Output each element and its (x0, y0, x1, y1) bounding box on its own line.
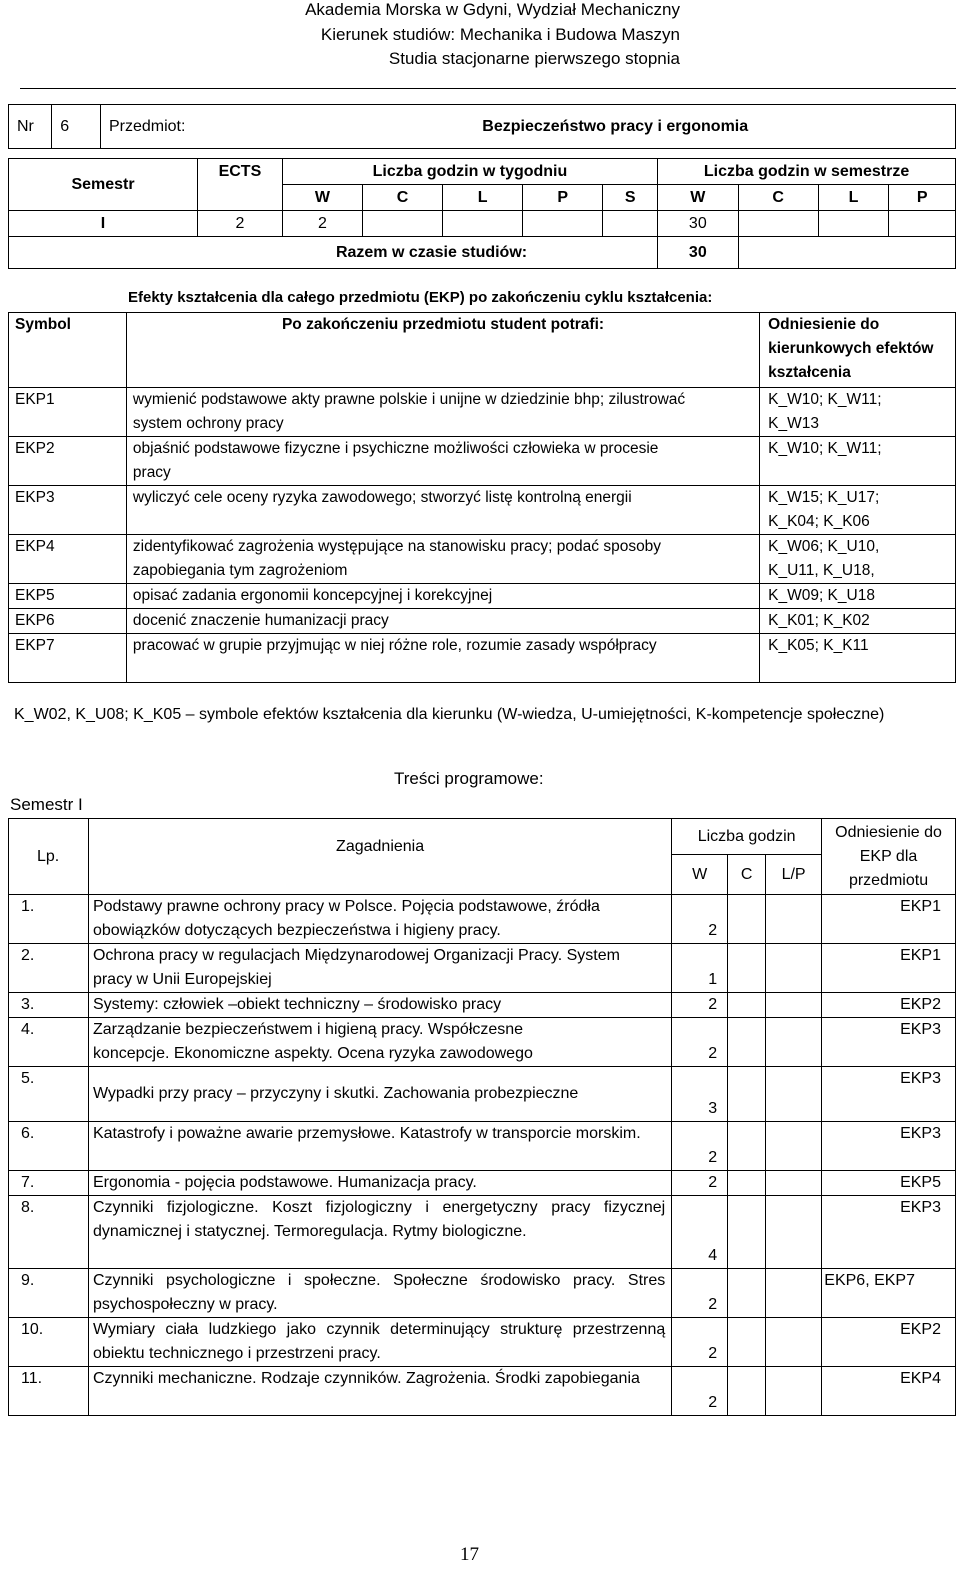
col-semester-l: L (818, 185, 888, 211)
semester-w-value: 30 (658, 211, 738, 237)
page-number: 17 (460, 1544, 479, 1565)
col-hours-c: C (728, 855, 766, 895)
outcome-desc: opisać zadania ergonomii koncepcyjnej i korekcyjnej (126, 584, 759, 609)
outcome-desc: wymienić podstawowe akty prawne polskie i unijne w dziedzinie bhp; zilustrować system ochrony pracy (126, 388, 759, 437)
program-hours-w: 2 (672, 1171, 728, 1196)
outcome-ref: K_W09; K_U18 (760, 584, 956, 609)
outcome-symbol: EKP4 (9, 535, 127, 584)
program-table (8, 818, 956, 1416)
outcome-ref: K_W10; K_W11; K_W13 (760, 388, 956, 437)
col-topics: Zagadnienia (88, 819, 671, 895)
program-ekp: EKP6, EKP7 (822, 1269, 956, 1318)
col-weekly-p: P (523, 185, 603, 211)
program-topic: Systemy: człowiek –obiekt techniczny – środowisko pracy (88, 993, 671, 1018)
program-row (9, 1318, 956, 1367)
outcome-row (9, 437, 956, 486)
nr-label: Nr (9, 105, 52, 149)
program-hours-w: 2 (672, 1122, 728, 1171)
program-topic: Podstawy prawne ochrony pracy w Polsce. Pojęcia podstawowe, źródła obowiązków dotyczących bezpieczeństwa i higieny pracy. (88, 895, 671, 944)
program-lp: 1. (9, 895, 89, 944)
ects-header: ECTS (198, 159, 283, 185)
program-row (9, 1122, 956, 1171)
col-hours-lp: L/P (766, 855, 822, 895)
outcome-row (9, 609, 956, 634)
col-lp: Lp. (9, 819, 89, 895)
col-ekp-ref: Odniesienie do EKP dla przedmiotu (822, 819, 956, 895)
program-row (9, 944, 956, 993)
program-title: Treści programowe: (394, 769, 544, 788)
header-divider (20, 88, 956, 89)
nr-value: 6 (52, 105, 101, 149)
program-lp: 11. (9, 1367, 89, 1416)
outcome-symbol: EKP3 (9, 486, 127, 535)
program-hours-w: 3 (672, 1067, 728, 1122)
program-ekp: EKP2 (822, 993, 956, 1018)
program-lp: 6. (9, 1122, 89, 1171)
outcome-row (9, 634, 956, 683)
col-semester-p: P (889, 185, 956, 211)
outcome-row (9, 486, 956, 535)
header-line-field: Kierunek studiów: Mechanika i Budowa Maszyn (320, 24, 680, 44)
col-hours: Liczba godzin (672, 819, 822, 855)
col-semester-w: W (658, 185, 738, 211)
outcome-symbol: EKP2 (9, 437, 127, 486)
semester-hours-header: Liczba godzin w semestrze (658, 159, 956, 185)
program-row (9, 1018, 956, 1067)
outcome-row (9, 388, 956, 437)
program-topic: Katastrofy i poważne awarie przemysłowe. Katastrofy w transporcie morskim. (88, 1122, 671, 1171)
program-lp: 2. (9, 944, 89, 993)
program-row (9, 993, 956, 1018)
program-hours-w: 2 (672, 895, 728, 944)
col-weekly-s: S (603, 185, 658, 211)
program-ekp: EKP1 (822, 895, 956, 944)
outcome-symbol: EKP5 (9, 584, 127, 609)
program-ekp: EKP1 (822, 944, 956, 993)
outcomes-col-desc: Po zakończeniu przedmiotu student potrafi: (126, 313, 759, 388)
outcome-symbol: EKP1 (9, 388, 127, 437)
program-ekp: EKP3 (822, 1067, 956, 1122)
col-hours-w: W (672, 855, 728, 895)
outcome-ref: K_K05; K_K11 (760, 634, 956, 683)
semester-label: Semestr I (10, 795, 83, 814)
outcome-row (9, 584, 956, 609)
header-line-institution: Akademia Morska w Gdyni, Wydział Mechaniczny (305, 0, 680, 19)
program-topic: Zarządzanie bezpieczeństwem i higieną pracy. Współczesne koncepcje. Ekonomiczne aspekty. Ocena ryzyka zawodowego (88, 1018, 671, 1067)
outcomes-title: Efekty kształcenia dla całego przedmiotu (EKP) po zakończeniu cyklu kształcenia: (128, 289, 713, 306)
program-row (9, 895, 956, 944)
program-lp: 7. (9, 1171, 89, 1196)
outcome-desc: objaśnić podstawowe fizyczne i psychiczne możliwości człowieka w procesie pracy (126, 437, 759, 486)
total-value: 30 (658, 237, 738, 269)
header-line-mode: Studia stacjonarne pierwszego stopnia (388, 49, 680, 68)
outcome-ref: K_W06; K_U10, K_U11, K_U18, (760, 535, 956, 584)
weekly-w-value: 2 (282, 211, 362, 237)
program-topic: Wymiary ciała ludzkiego jako czynnik determinujący strukturę przestrzenną obiektu technicznego i przestrzeni pracy. (88, 1318, 671, 1367)
program-hours-w: 2 (672, 1367, 728, 1416)
outcome-ref: K_W10; K_W11; (760, 437, 956, 486)
col-weekly-l: L (443, 185, 523, 211)
program-ekp: EKP3 (822, 1196, 956, 1269)
program-hours-w: 2 (672, 993, 728, 1018)
subject-label: Przedmiot: (100, 105, 282, 149)
program-lp: 3. (9, 993, 89, 1018)
program-ekp: EKP5 (822, 1171, 956, 1196)
outcomes-legend: K_W02, K_U08; K_K05 – symbole efektów kształcenia dla kierunku (W-wiedza, U-umiejętności, K-kompetencje społeczne) (14, 706, 885, 723)
program-topic: Wypadki przy pracy – przyczyny i skutki. Zachowania probezpieczne (88, 1067, 671, 1122)
col-weekly-w: W (282, 185, 362, 211)
outcome-symbol: EKP6 (9, 609, 127, 634)
weekly-hours-header: Liczba godzin w tygodniu (282, 159, 657, 185)
outcomes-col-ref: Odniesienie do kierunkowych efektów kształcenia (760, 313, 956, 388)
outcome-symbol: EKP7 (9, 634, 127, 683)
program-topic: Ergonomia - pojęcia podstawowe. Humanizacja pracy. (88, 1171, 671, 1196)
program-ekp: EKP2 (822, 1318, 956, 1367)
program-topic: Czynniki psychologiczne i społeczne. Społeczne środowisko pracy. Stres psychospołeczny w pracy. (88, 1269, 671, 1318)
program-ekp: EKP4 (822, 1367, 956, 1416)
program-row (9, 1367, 956, 1416)
ects-value: 2 (198, 211, 283, 237)
outcomes-col-symbol: Symbol (9, 313, 127, 388)
program-topic: Czynniki mechaniczne. Rodzaje czynników. Zagrożenia. Środki zapobiegania (88, 1367, 671, 1416)
program-row (9, 1196, 956, 1269)
outcome-ref: K_W15; K_U17; K_K04; K_K06 (760, 486, 956, 535)
semestr-value: I (9, 211, 198, 237)
outcomes-table (8, 312, 956, 683)
program-lp: 8. (9, 1196, 89, 1269)
outcome-desc: pracować w grupie przyjmując w niej różne role, rozumie zasady współpracy (126, 634, 759, 683)
program-ekp: EKP3 (822, 1018, 956, 1067)
program-lp: 9. (9, 1269, 89, 1318)
outcome-desc: wyliczyć cele oceny ryzyka zawodowego; stworzyć listę kontrolną energii (126, 486, 759, 535)
program-hours-w: 1 (672, 944, 728, 993)
program-hours-w: 4 (672, 1196, 728, 1269)
outcome-desc: docenić znaczenie humanizacji pracy (126, 609, 759, 634)
document-header (305, 0, 680, 72)
program-ekp: EKP3 (822, 1122, 956, 1171)
program-topic: Ochrona pracy w regulacjach Międzynarodowej Organizacji Pracy. System pracy w Unii Europejskiej (88, 944, 671, 993)
col-semester-c: C (738, 185, 818, 211)
subject-name: Bezpieczeństwo pracy i ergonomia (282, 105, 955, 149)
program-hours-w: 2 (672, 1318, 728, 1367)
program-row (9, 1067, 956, 1122)
course-info-table (8, 104, 956, 269)
program-hours-w: 2 (672, 1018, 728, 1067)
program-lp: 10. (9, 1318, 89, 1367)
program-lp: 5. (9, 1067, 89, 1122)
outcome-row (9, 535, 956, 584)
program-lp: 4. (9, 1018, 89, 1067)
col-weekly-c: C (363, 185, 443, 211)
program-hours-w: 2 (672, 1269, 728, 1318)
program-topic: Czynniki fizjologiczne. Koszt fizjologiczny i energetyczny pracy fizycznej dynamicznej i statycznej. Termoregulacja. Rytmy biologiczne. (88, 1196, 671, 1269)
semestr-header: Semestr (9, 159, 198, 211)
total-label: Razem w czasie studiów: (9, 237, 658, 269)
program-row (9, 1171, 956, 1196)
outcome-desc: zidentyfikować zagrożenia występujące na stanowisku pracy; podać sposoby zapobiegania tym zagrożeniom (126, 535, 759, 584)
outcome-ref: K_K01; K_K02 (760, 609, 956, 634)
program-row (9, 1269, 956, 1318)
